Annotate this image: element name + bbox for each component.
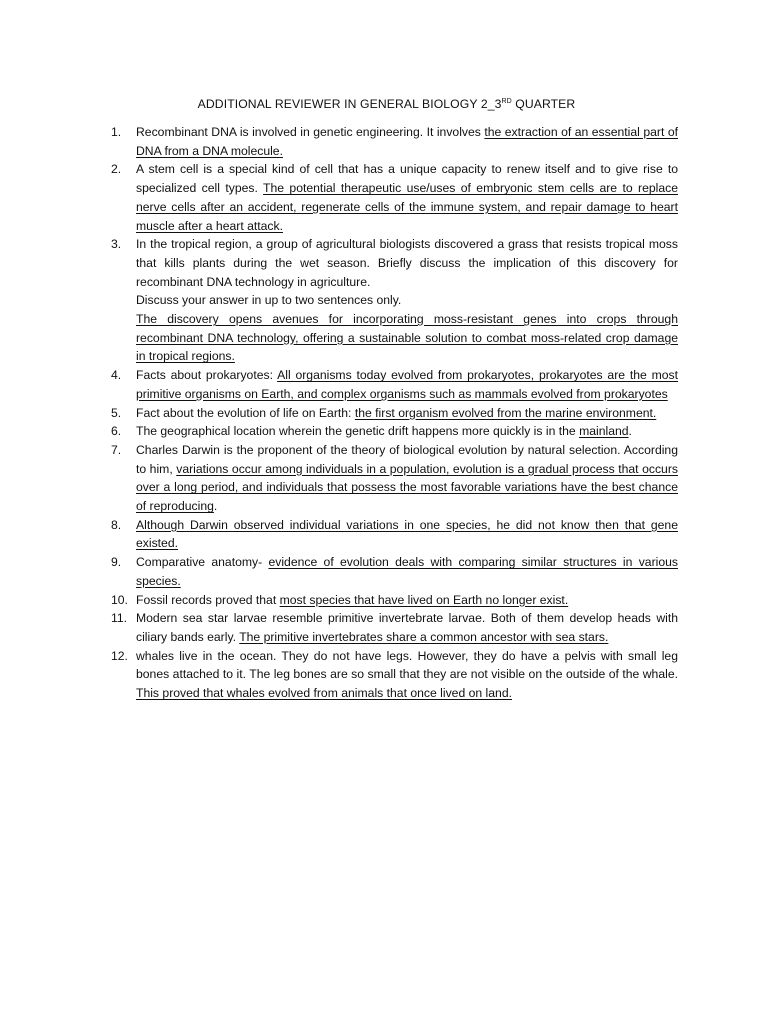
- item-text: Modern sea star larvae resemble primitive invertebrate larvae. Both of them develop heads with ciliary bands early.: [136, 611, 678, 644]
- item-text: Fact about the evolution of life on Earth:: [136, 405, 355, 420]
- item-answer: The discovery opens avenues for incorporating moss-resistant genes into crops through recombinant DNA technology, offering a sustainable solution to combat moss-related crop damage in tropical regions.: [136, 312, 678, 364]
- item-instruction: Discuss your answer in up to two sentences only.: [136, 293, 402, 308]
- item-tail: .: [213, 499, 218, 514]
- list-item: [95, 441, 678, 516]
- item-number: 6.: [111, 424, 122, 439]
- list-item: [95, 160, 678, 235]
- list-item: [95, 516, 678, 553]
- item-answer: the extraction of an essential part of DNA from a DNA molecule.: [136, 125, 678, 158]
- item-number: 3.: [111, 237, 122, 252]
- item-answer: This proved that whales evolved from animals that once lived on land.: [136, 686, 512, 701]
- item-text: Charles Darwin is the proponent of the theory of biological evolution by natural selection. According to him,: [136, 442, 678, 476]
- item-number: 4.: [111, 368, 122, 383]
- item-answer: variations occur among individuals in a population, evolution is a gradual process that occurs over a long period, and individuals that possess the most favorable variations have the best chance of reproducing: [136, 461, 678, 514]
- title-tail: QUARTER: [511, 97, 576, 111]
- list-item: [95, 366, 678, 403]
- item-text: Recombinant DNA is involved in genetic engineering. It involves: [136, 125, 485, 139]
- item-answer: mainland: [579, 424, 629, 439]
- item-number: 1.: [111, 125, 122, 139]
- question-list: [95, 123, 678, 703]
- item-answer: All organisms today evolved from prokaryotes, prokaryotes are the most primitive organisms on Earth, and complex organisms such as mammals evolved from prokaryotes: [136, 368, 679, 401]
- item-number: 11.: [111, 611, 128, 626]
- item-text: whales live in the ocean. They do not have legs. However, they do have a pelvis with small leg bones attached to it. The leg bones are so small that they are not visible on the outside of the whale.: [136, 648, 678, 682]
- item-number: 7.: [111, 442, 122, 457]
- list-item: [95, 235, 678, 366]
- title-superscript: RD: [501, 98, 512, 105]
- list-item: [95, 553, 678, 590]
- list-item: [95, 647, 678, 703]
- list-item: [95, 591, 678, 610]
- item-tail: .: [628, 424, 632, 439]
- item-text: The geographical location wherein the genetic drift happens more quickly is in the: [136, 424, 580, 439]
- item-answer: most species that have lived on Earth no longer exist.: [279, 592, 569, 607]
- item-number: 2.: [111, 162, 122, 177]
- item-number: 8.: [111, 517, 122, 532]
- item-answer: the first organism evolved from the marine environment.: [354, 405, 657, 420]
- item-number: 9.: [111, 555, 122, 570]
- list-item: [95, 609, 678, 646]
- document-title: [95, 94, 678, 112]
- item-answer: evidence of evolution deals with comparing similar structures in various species.: [136, 555, 678, 588]
- item-text: Facts about prokaryotes:: [136, 368, 278, 383]
- list-item: [95, 404, 678, 423]
- item-number: 12.: [111, 648, 128, 663]
- item-text: Fossil records proved that: [136, 592, 280, 607]
- item-text: Comparative anatomy-: [136, 555, 269, 570]
- item-text: In the tropical region, a group of agricultural biologists discovered a grass that resists tropical moss that kills plants during the wet season. Briefly discuss the implication of this discovery for recombinant DNA technology in agriculture.: [136, 237, 678, 289]
- item-answer: Although Darwin observed individual variations in one species, he did not know then that gene existed.: [136, 517, 678, 551]
- item-text: A stem cell is a special kind of cell that has a unique capacity to renew itself and to give rise to specialized cell types.: [136, 162, 678, 196]
- list-item: [95, 123, 678, 160]
- item-answer: The primitive invertebrates share a common ancestor with sea stars.: [239, 629, 609, 644]
- title-main: ADDITIONAL REVIEWER IN GENERAL BIOLOGY 2_3: [197, 97, 502, 111]
- item-number: 10.: [111, 592, 128, 607]
- item-answer: The potential therapeutic use/uses of embryonic stem cells are to replace nerve cells after an accident, regenerate cells of the immune system, and repair damage to heart muscle after a heart attack.: [136, 181, 678, 233]
- item-number: 5.: [111, 405, 122, 420]
- list-item: [95, 422, 678, 441]
